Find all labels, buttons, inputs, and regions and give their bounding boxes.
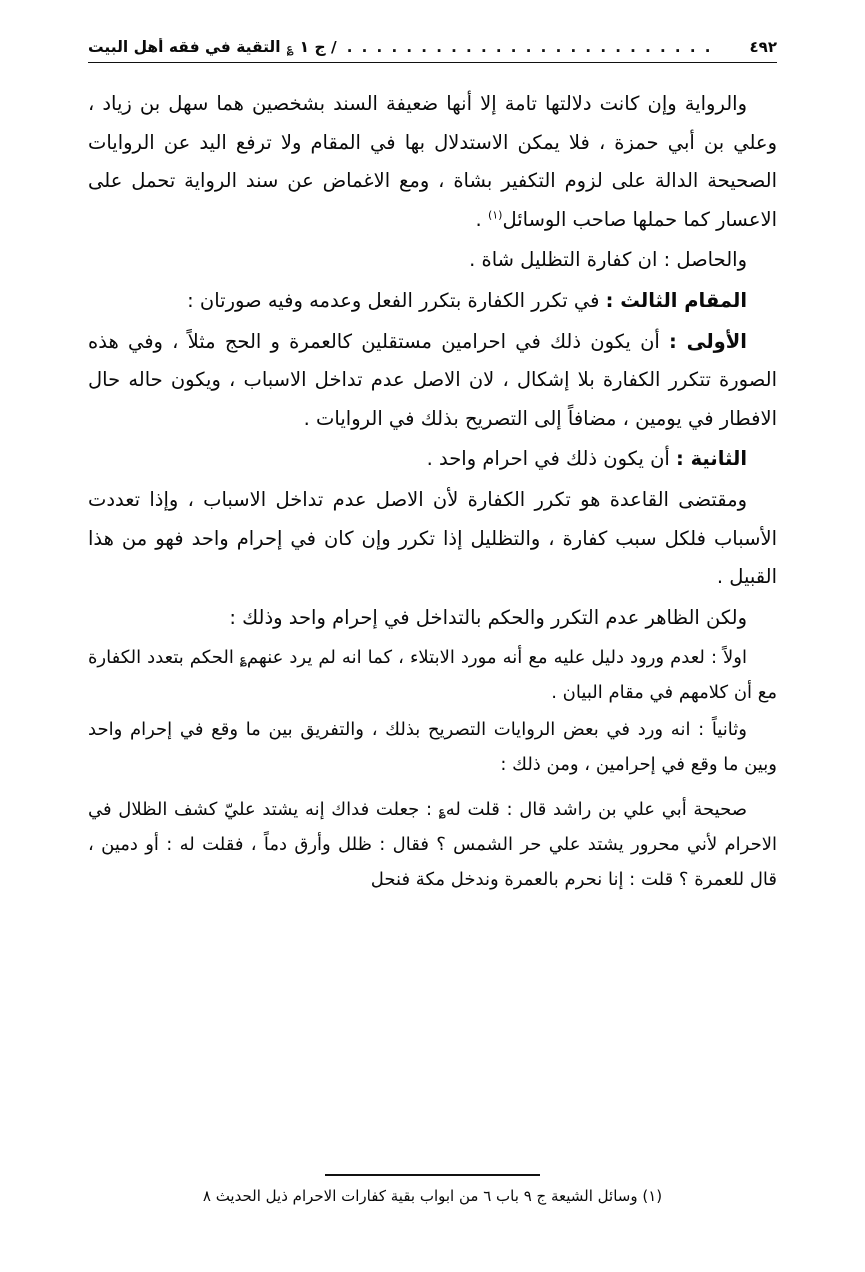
footnote-divider xyxy=(325,1174,540,1176)
footnote-text: (١) وسائل الشيعة ج ٩ باب ٦ من ابواب بقية كفارات الاحرام ذيل الحديث ٨ xyxy=(202,1187,663,1205)
header-dot-leader: . . . . . . . . . . . . . . . . . . . . . . . . . xyxy=(346,38,713,56)
page-header xyxy=(88,38,777,63)
paragraph xyxy=(88,792,777,897)
paragraph-text: أن يكون ذلك في احرامين مستقلين كالعمرة و الحج مثلاً ، وفي هذه الصورة تتكرر الكفارة بلا إشكال ، لان الاصل عدم تداخل الاسباب ، ويكون حاله حال الافطار في يومين ، مضافاً إلى التصريح بذلك في الروايات . xyxy=(88,329,777,430)
section-label: الثانية : xyxy=(676,447,747,471)
page-body xyxy=(88,85,777,897)
page-number: ٤٩٢ xyxy=(749,38,777,56)
section-label: الأولى : xyxy=(669,329,747,353)
paragraph-text: صحيحة أبي علي بن راشد قال : قلت له xyxy=(445,798,748,820)
paragraph-text: والرواية وإن كانت دلالتها تامة إلا أنها ضعيفة السند بشخصين هما سهل بن زياد ، وعلي بن أبي حمزة ، فلا يمكن الاستدلال بها في المقام ولا ترفع اليد عن الروايات الصحيحة الدالة على لزوم التكفير بشاة ، ومع الاغماض عن سند الرواية تحمل على الاعسار كما حملها صاحب الوسائل xyxy=(88,92,777,231)
paragraph xyxy=(88,282,777,321)
paragraph-text: ولكن الظاهر عدم التكرر والحكم بالتداخل في إحرام واحد وذلك : xyxy=(229,605,747,629)
section-label: المقام الثالث : xyxy=(605,289,747,313)
paragraph-tail: : جعلت فداك إنه يشتد عليّ كشف الظلال في الاحرام لأني محرور يشتد علي حر الشمس ؟ فقال : ظلل وأرق دماً ، فقلت له : أو دمين ، قال للعمرة ؟ قلت : إنا نحرم بالعمرة وندخل مكة فنحل xyxy=(88,798,777,891)
volume-label: / ج ١ xyxy=(299,38,337,56)
book-title: التقية في فقه أهل البيت xyxy=(88,38,281,56)
paragraph xyxy=(88,323,777,439)
footnote-marker[interactable]: (١) xyxy=(487,208,503,222)
paragraph-tail: الحكم بتعدد الكفارة مع أن كلامهم في مقام البيان . xyxy=(88,646,777,703)
footnote-area xyxy=(88,1174,777,1208)
paragraph-text: أن يكون ذلك في احرام واحد . xyxy=(426,447,677,471)
paragraph-text: ومقتضى القاعدة هو تكرر الكفارة لأن الاصل عدم تداخل الاسباب ، وإذا تعددت الأسباب فلكل سبب كفارة ، والتظليل إذا تكرر وإن كان في إحرام واحد فهو من هذا القبيل . xyxy=(88,488,777,589)
paragraph-text: وثانياً : انه ورد في بعض الروايات التصريح بذلك ، والتفريق بين ما وقع في إحرام واحد وبين ما وقع في إحرامين ، ومن ذلك : xyxy=(88,718,777,775)
paragraph xyxy=(88,481,777,597)
honorific-symbol-icon: ؏ xyxy=(438,803,446,818)
paragraph-text: اولاً : لعدم ورود دليل عليه مع أنه مورد الابتلاء ، كما انه لم يرد عنهم xyxy=(246,646,748,668)
paragraph xyxy=(88,712,777,782)
paragraph xyxy=(88,599,777,638)
paragraph-text: في تكرر الكفارة بتكرر الفعل وعدمه وفيه صورتان : xyxy=(187,289,606,313)
paragraph-tail: . xyxy=(475,207,488,231)
paragraph xyxy=(88,85,777,239)
honorific-symbol-icon: ؏ xyxy=(239,651,247,666)
paragraph xyxy=(88,241,777,280)
paragraph xyxy=(88,640,777,710)
paragraph-text: والحاصل : ان كفارة التظليل شاة . xyxy=(469,248,747,272)
paragraph xyxy=(88,440,777,479)
header-title-group xyxy=(88,38,736,56)
honorific-symbol-icon: ؏ xyxy=(286,41,294,55)
